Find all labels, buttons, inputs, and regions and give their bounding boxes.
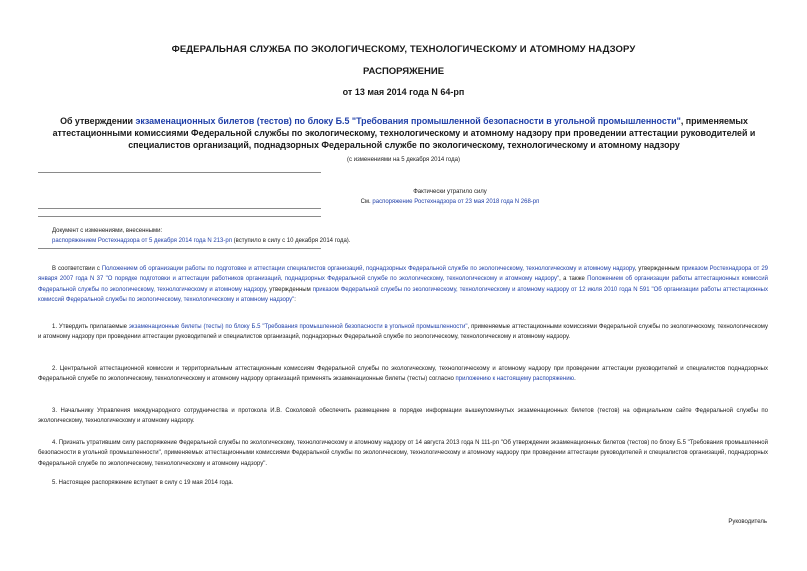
p2-appendix-link[interactable]: приложению к настоящему распоряжению [455, 376, 575, 383]
p1-text-2: , применяемые аттестационными комиссиями Федеральной службы по экологическому, технологическому и атомному надзору при проведении аттестации руководителей и специалистов организаций, поднадзорных Федеральной службе по экологическому, технологическому и атомному надзору. [38, 324, 768, 341]
lost-force-label: Фактически утратило силу [413, 189, 487, 195]
preamble-link-regulation-training[interactable]: Положением об организации работы по подготовке и аттестации специалистов организаций, поднадзорных Федеральной службе по экологическому, технологическому и атомному надзору [101, 266, 635, 272]
paragraph-3: 3. Начальнику Управления международного сотрудничества и протокола И.В. Соколовой обеспечить размещение в порядке информации вышеупомянутых экзаменационных билетов (тестов) на официальном сайте Федеральной службы по экологическому, технологическому и атомному надзору. [38, 408, 768, 425]
lost-force-block [250, 187, 650, 207]
amendment-note: (с изменениями на 5 декабря 2014 года) [347, 157, 460, 163]
p2-text-1: 2. Центральной аттестационной комиссии и территориальным аттестационным комиссиям Федеральной службы по экологическому, технологическому и атомному надзору при проведении аттестации руководителей и специалистов поднадзорных Федеральной службе по экологическому, технологическому и атомному надзору организаций применять экзаменационные билеты (тесты) согласно [38, 366, 768, 383]
lost-force-ref [250, 197, 650, 207]
preamble-link-order-37[interactable]: приказом Ростехнадзора от 29 января 2007 года N 37 "О порядке подготовки и аттестации работников организаций, поднадзорных Федеральной службе по экологическому, технологическому и атомному надзору" [38, 266, 768, 283]
subject-suffix: , применяемых аттестационными комиссиями Федеральной службы по экологическому, технологическому и атомному надзору при проведении аттестации руководителей и специалистов организаций, поднадзорных Федеральной службе по экологическому, технологическому и атомному надзору [52, 116, 756, 150]
preamble-text-5: : [294, 296, 296, 303]
document-type: РАСПОРЯЖЕНИЕ [362, 66, 445, 77]
paragraph-2 [38, 364, 768, 385]
preamble-text-2: , утвержденным [634, 266, 682, 272]
agency-name: ФЕДЕРАЛЬНАЯ СЛУЖБА ПО ЭКОЛОГИЧЕСКОМУ, ТЕХНОЛОГИЧЕСКОМУ И АТОМНОМУ НАДЗОРУ [171, 44, 636, 55]
document-subject [44, 115, 764, 151]
preamble-text-1: В соответствии с [52, 266, 102, 272]
lost-force-prefix: См. [360, 199, 373, 205]
changes-block [52, 226, 552, 246]
changes-ref [52, 236, 552, 246]
paragraph-5: 5. Настоящее распоряжение вступает в силу с 19 мая 2014 года. [52, 480, 234, 486]
subject-tickets-link[interactable]: экзаменационных билетов (тестов) по блоку Б.5 "Требования промышленной безопасности в угольной промышленности" [135, 116, 681, 126]
changes-label: Документ с изменениями, внесенными: [52, 228, 163, 234]
preamble-text-3: , а также [559, 276, 588, 283]
divider-bottom [38, 248, 321, 249]
paragraph-4: 4. Признать утратившим силу распоряжение Федеральной службы по экологическому, технологическому и атомному надзору от 14 августа 2013 года N 111-рп "Об утверждении экзаменационных билетов (тестов) по блоку Б.5 "Требования промышленной безопасности в угольной промышленности", применяемых аттестационными комиссиями Федеральной службы по экологическому, технологическому и атомному надзору при проведении аттестации руководителей и специалистов организаций, поднадзорных Федеральной службе по экологическому, технологическому и атомному надзору". [38, 440, 768, 467]
changes-link[interactable]: распоряжением Ростехнадзора от 5 декабря 2014 года N 213-рп [52, 238, 232, 244]
preamble-link-regulation-commissions[interactable]: Положением об организации работы аттестационных комиссий Федеральной службы по экологическому, технологическому и атомному надзору [38, 276, 768, 293]
divider-middle-1 [38, 208, 321, 209]
document-date-number: от 13 мая 2014 года N 64-рп [342, 87, 465, 97]
preamble-link-order-591[interactable]: приказом Федеральной службы по экологическому, технологическому и атомному надзору от 12 июля 2010 года N 591 "Об организации работы аттестационных комиссий Федеральной службы по экологическому, технологическому и атомному надзору" [38, 286, 768, 303]
changes-suffix: (вступило в силу с 10 декабря 2014 года). [231, 238, 351, 244]
paragraph-1 [38, 322, 768, 343]
paragraph-preamble [38, 264, 768, 305]
subject-prefix: Об утверждении [60, 116, 136, 126]
divider-top [38, 172, 321, 173]
divider-middle-2 [38, 216, 321, 217]
p1-tickets-link[interactable]: экзаменационные билеты (тесты) по блоку Б.5 "Требования промышленной безопасности в угольной промышленности" [128, 324, 468, 330]
p1-text-1: 1. Утвердить прилагаемые [52, 324, 129, 330]
lost-force-link[interactable]: распоряжение Ростехнадзора от 23 мая 2018 года N 268-рп [372, 199, 540, 205]
signer-title: Руководитель [728, 519, 767, 525]
p2-text-2: . [574, 376, 576, 383]
preamble-text-4: , утвержденным [265, 286, 313, 293]
